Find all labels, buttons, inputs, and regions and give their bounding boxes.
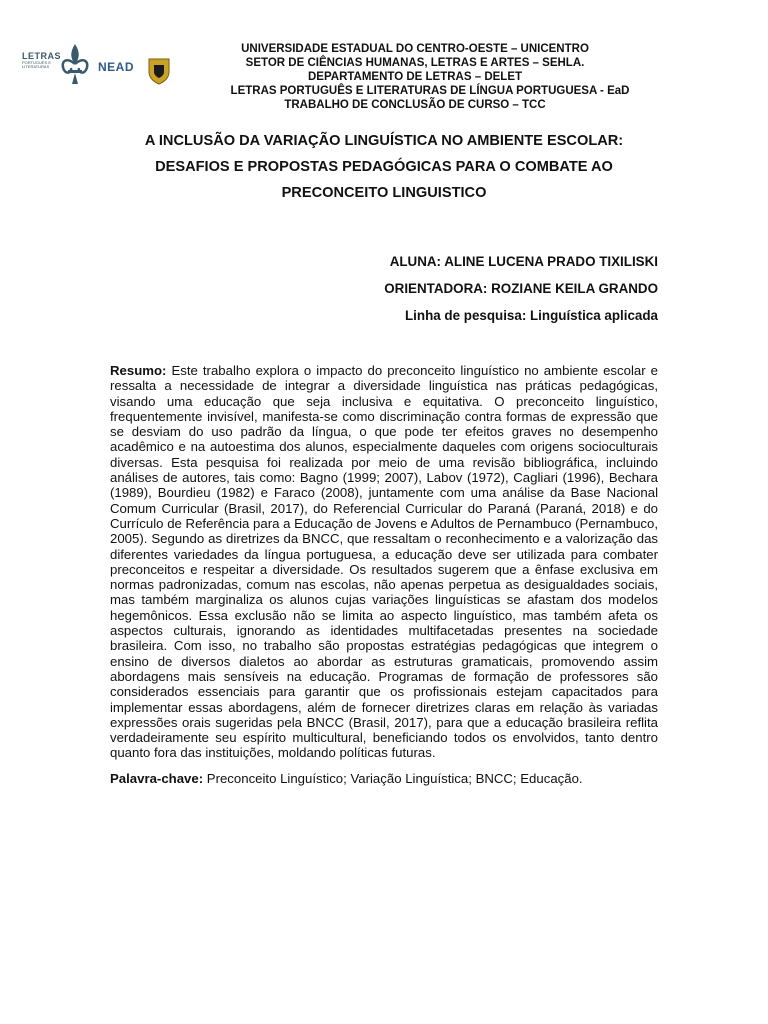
header-work-type: TRABALHO DE CONCLUSÃO DE CURSO – TCC bbox=[284, 99, 546, 111]
student-name: ALUNA: ALINE LUCENA PRADO TIXILISKI bbox=[389, 254, 658, 269]
header-university: UNIVERSIDADE ESTADUAL DO CENTRO-OESTE – UNICENTRO bbox=[241, 43, 589, 55]
research-line: Linha de pesquisa: Linguística aplicada bbox=[405, 308, 658, 323]
keywords-paragraph bbox=[110, 771, 658, 787]
keywords-text: Preconceito Linguístico; Variação Linguística; BNCC; Educação. bbox=[206, 770, 583, 786]
abstract-label: Resumo: bbox=[110, 363, 167, 378]
abstract-section bbox=[110, 363, 658, 787]
title-line-2: DESAFIOS E PROPOSTAS PEDAGÓGICAS PARA O COMBATE AO bbox=[155, 159, 613, 175]
title-line-1: A INCLUSÃO DA VARIAÇÃO LINGUÍSTICA NO AMBIENTE ESCOLAR: bbox=[144, 133, 624, 149]
abstract-text: Este trabalho explora o impacto do preconceito linguístico no ambiente escolar e ressalta a necessidade de integrar a diversidade linguística nas práticas pedagógicas, visando uma educação que seja inclusiva e equitativa. O preconceito linguístico, frequentemente invisível, manifesta-se como discriminação contra formas de expressão que se desviam do uso padrão da língua, o que pode ter efeitos graves no desempenho acadêmico e na autoestima dos alunos, especialmente daqueles com origens socioculturais diversas. Esta pesquisa foi realizada por meio de uma revisão bibliográfica, incluindo análises de autores, tais como: Bagno (1999; 2007), Labov (1972), Cagliari (1996), Bechara (1989), Bourdieu (1982) e Faraco (2008), juntamente com uma análise da Base Nacional Comum Curricular (Brasil, 2017), do Referencial Curricular do Paraná (Paraná, 2018) e do Currículo de Referência para a Educação de Jovens e Adultos de Pernambuco (Pernambuco, 2005). Segundo as diretrizes da BNCC, que ressaltam o reconhecimento e a valorização das diferentes variedades da língua portuguesa, a educação deve ser utilizada para combater preconceitos e respeitar a diversidade. Os resultados sugerem que a ênfase exclusiva em normas padronizadas, comum nas escolas, não apenas perpetua as desigualdades sociais, mas também marginaliza os alunos cujas variações linguísticas se afastam dos modelos hegemônicos. Essa exclusão não se limita ao aspecto linguístico, mas também afeta os aspectos culturais, ignorando as identidades multifacetadas presentes na sociedade brasileira. Com isso, no trabalho são propostas estratégias pedagógicas que integrem o ensino de diversos dialetos ao abordar as estruturas gramaticais, promovendo assim abordagens mais sensíveis na educação. Programas de formação de professores são considerados essenciais para garantir que os profissionais estejam capacitados para implementar essas abordagens, além de fornecer diretrizes claras em relação às variadas expressões orais sugeridas pela BNCC (Brasil, 2017), para que a educação brasileira reflita verdadeiramente seu espírito multicultural, beneficiando todos os envolvidos, tanto dentro quanto fora das instituições, moldando políticas futuras. bbox=[110, 363, 658, 761]
header-department: DEPARTAMENTO DE LETRAS – DELET bbox=[307, 71, 523, 83]
institution-header bbox=[150, 42, 680, 112]
header-sector: SETOR DE CIÊNCIAS HUMANAS, LETRAS E ARTES – SEHLA. bbox=[245, 57, 585, 69]
author-block bbox=[384, 248, 658, 329]
fleur-de-lis-icon bbox=[58, 42, 92, 86]
header-course: LETRAS PORTUGUÊS E LITERATURAS DE LÍNGUA PORTUGUESA - EaD bbox=[230, 85, 630, 97]
letras-logo-subtitle: PORTUGUÊS E LITERATURAS bbox=[22, 60, 52, 69]
letras-logo-title: LETRAS bbox=[22, 51, 61, 61]
keywords-label: Palavra-chave: bbox=[110, 770, 204, 786]
letras-logo bbox=[20, 40, 92, 88]
advisor-name: ORIENTADORA: ROZIANE KEILA GRANDO bbox=[384, 281, 658, 296]
abstract-paragraph bbox=[110, 363, 658, 761]
document-title bbox=[90, 128, 678, 206]
title-line-3: PRECONCEITO LINGUISTICO bbox=[281, 185, 487, 201]
nead-logo: NEAD bbox=[98, 60, 135, 74]
